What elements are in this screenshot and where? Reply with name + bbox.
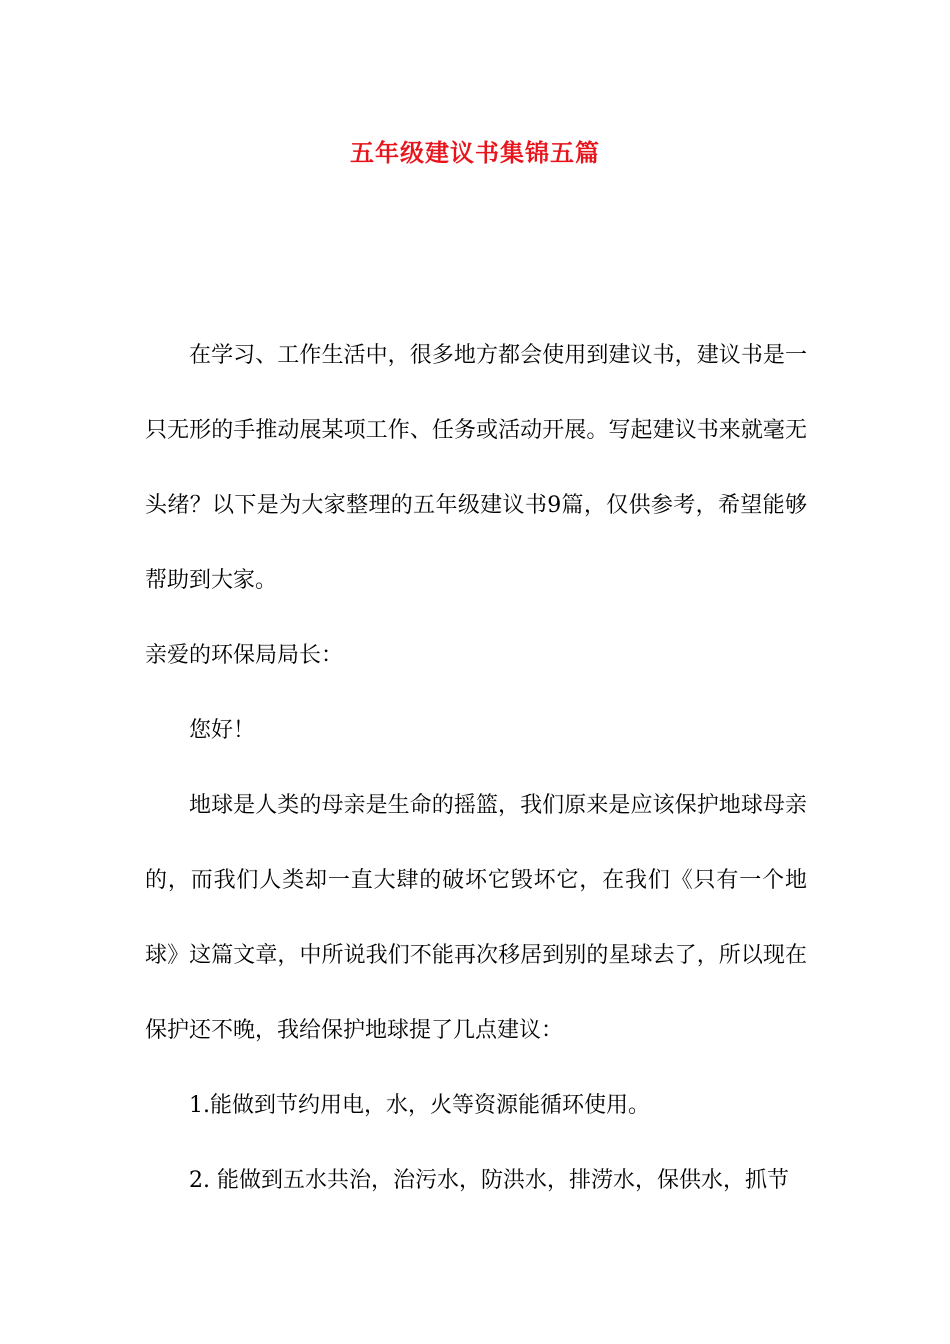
suggestion-item-1: 1.能做到节约用电，水，火等资源能循环使用。 (189, 1093, 650, 1118)
suggestion-item-2: 2. 能做到五水共治，治污水，防洪水，排涝水，保供水，抓节 (189, 1168, 789, 1193)
body-paragraph: 地球是人类的母亲是生命的摇篮，我们原来是应该保护地球母亲的，而我们人类却一直大肆的破坏它毁坏它，在我们《只有一个地球》这篇文章，中所说我们不能再次移居到别的星球去了，所以现在保护还不晚，我给保护地球提了几点建议： (145, 793, 807, 1043)
document-title: 五年级建议书集锦五篇 (350, 139, 600, 167)
salutation-line: 亲爱的环保局局长： (145, 643, 344, 668)
document-body (145, 318, 807, 1218)
intro-paragraph: 在学习、工作生活中，很多地方都会使用到建议书，建议书是一只无形的手推动展某项工作、任务或活动开展。写起建议书来就毫无头绪？以下是为大家整理的五年级建议书9篇，仅供参考，希望能够帮助到大家。 (145, 343, 807, 593)
greeting-line: 您好！ (189, 718, 256, 743)
